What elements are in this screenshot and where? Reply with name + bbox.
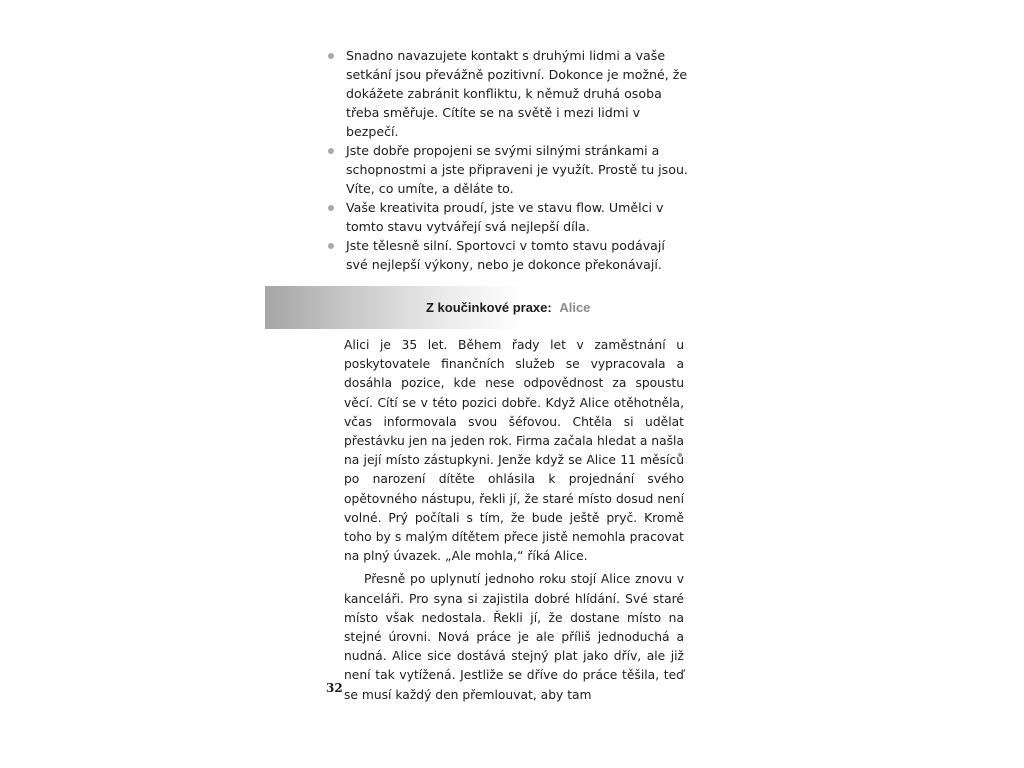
page-number: 32 [326, 681, 343, 695]
bullet-text: Jste dobře propojeni se svými silnými stránkami a schopnostmi a jste připraveni je využít. Prostě tu jsou. Víte, co umíte, a děláte to. [346, 143, 688, 196]
bullet-text: Jste tělesně silní. Sportovci v tomto stavu podávají své nejlepší výkony, nebo je dokonce překonávají. [346, 238, 665, 272]
bullet-item [322, 198, 688, 236]
body-paragraph: Přesně po uplynutí jednoho roku stojí Alice znovu v kanceláři. Pro syna si zajistila dobré hlídání. Své staré místo však nedostala. Řekli jí, že dostane místo na stejné úrovni. Nová práce je ale příliš jednoduchá a nudná. Alice sice dostává stejný plat jako dřív, ale již není tak vytížená. Jestliže se dříve do práce těšila, teď se musí každý den přemlouvat, aby tam [344, 572, 684, 702]
case-study-title-prefix: Z koučinkové praxe: [426, 300, 552, 315]
case-study-title [426, 300, 590, 316]
bullet-dot-icon [328, 205, 334, 211]
bullet-dot-icon [328, 53, 334, 59]
bullet-list [322, 46, 688, 274]
bullet-text: Vaše kreativita proudí, jste ve stavu flow. Umělci v tomto stavu vytvářejí svá nejlepší díla. [346, 200, 664, 234]
bullet-item [322, 46, 688, 141]
case-study-title-name: Alice [559, 300, 591, 315]
case-study-body [344, 336, 684, 705]
bullet-text: Snadno navazujete kontakt s druhými lidmi a vaše setkání jsou převážně pozitivní. Dokonce je možné, že dokážete zabránit konfliktu, k němuž druhá osoba třeba směřuje. Cítíte se na světě i mezi lidmi v bezpečí. [346, 48, 688, 139]
bullet-dot-icon [328, 243, 334, 249]
bullet-item [322, 236, 688, 274]
bullet-dot-icon [328, 148, 334, 154]
bullet-item [322, 141, 688, 198]
body-paragraph: Alici je 35 let. Během řady let v zaměstnání u poskytovatele finančních služeb se vypracovala a dosáhla pozice, kde nese odpovědnost za spoustu věcí. Cítí se v této pozici dobře. Když Alice otěhotněla, včas informovala svou šéfovou. Chtěla si udělat přestávku jen na jeden rok. Firma začala hledat a našla na její místo zástupkyni. Jenže když se Alice 11 měsíců po narození dítěte ohlásila k projednání svého opětovného nástupu, řekli jí, že staré místo dosud není volné. Prý počítali s tím, že bude ještě pryč. Kromě toho by s malým dítětem přece jistě nemohla pracovat na plný úvazek. „Ale mohla,“ říká Alice. [344, 338, 684, 564]
